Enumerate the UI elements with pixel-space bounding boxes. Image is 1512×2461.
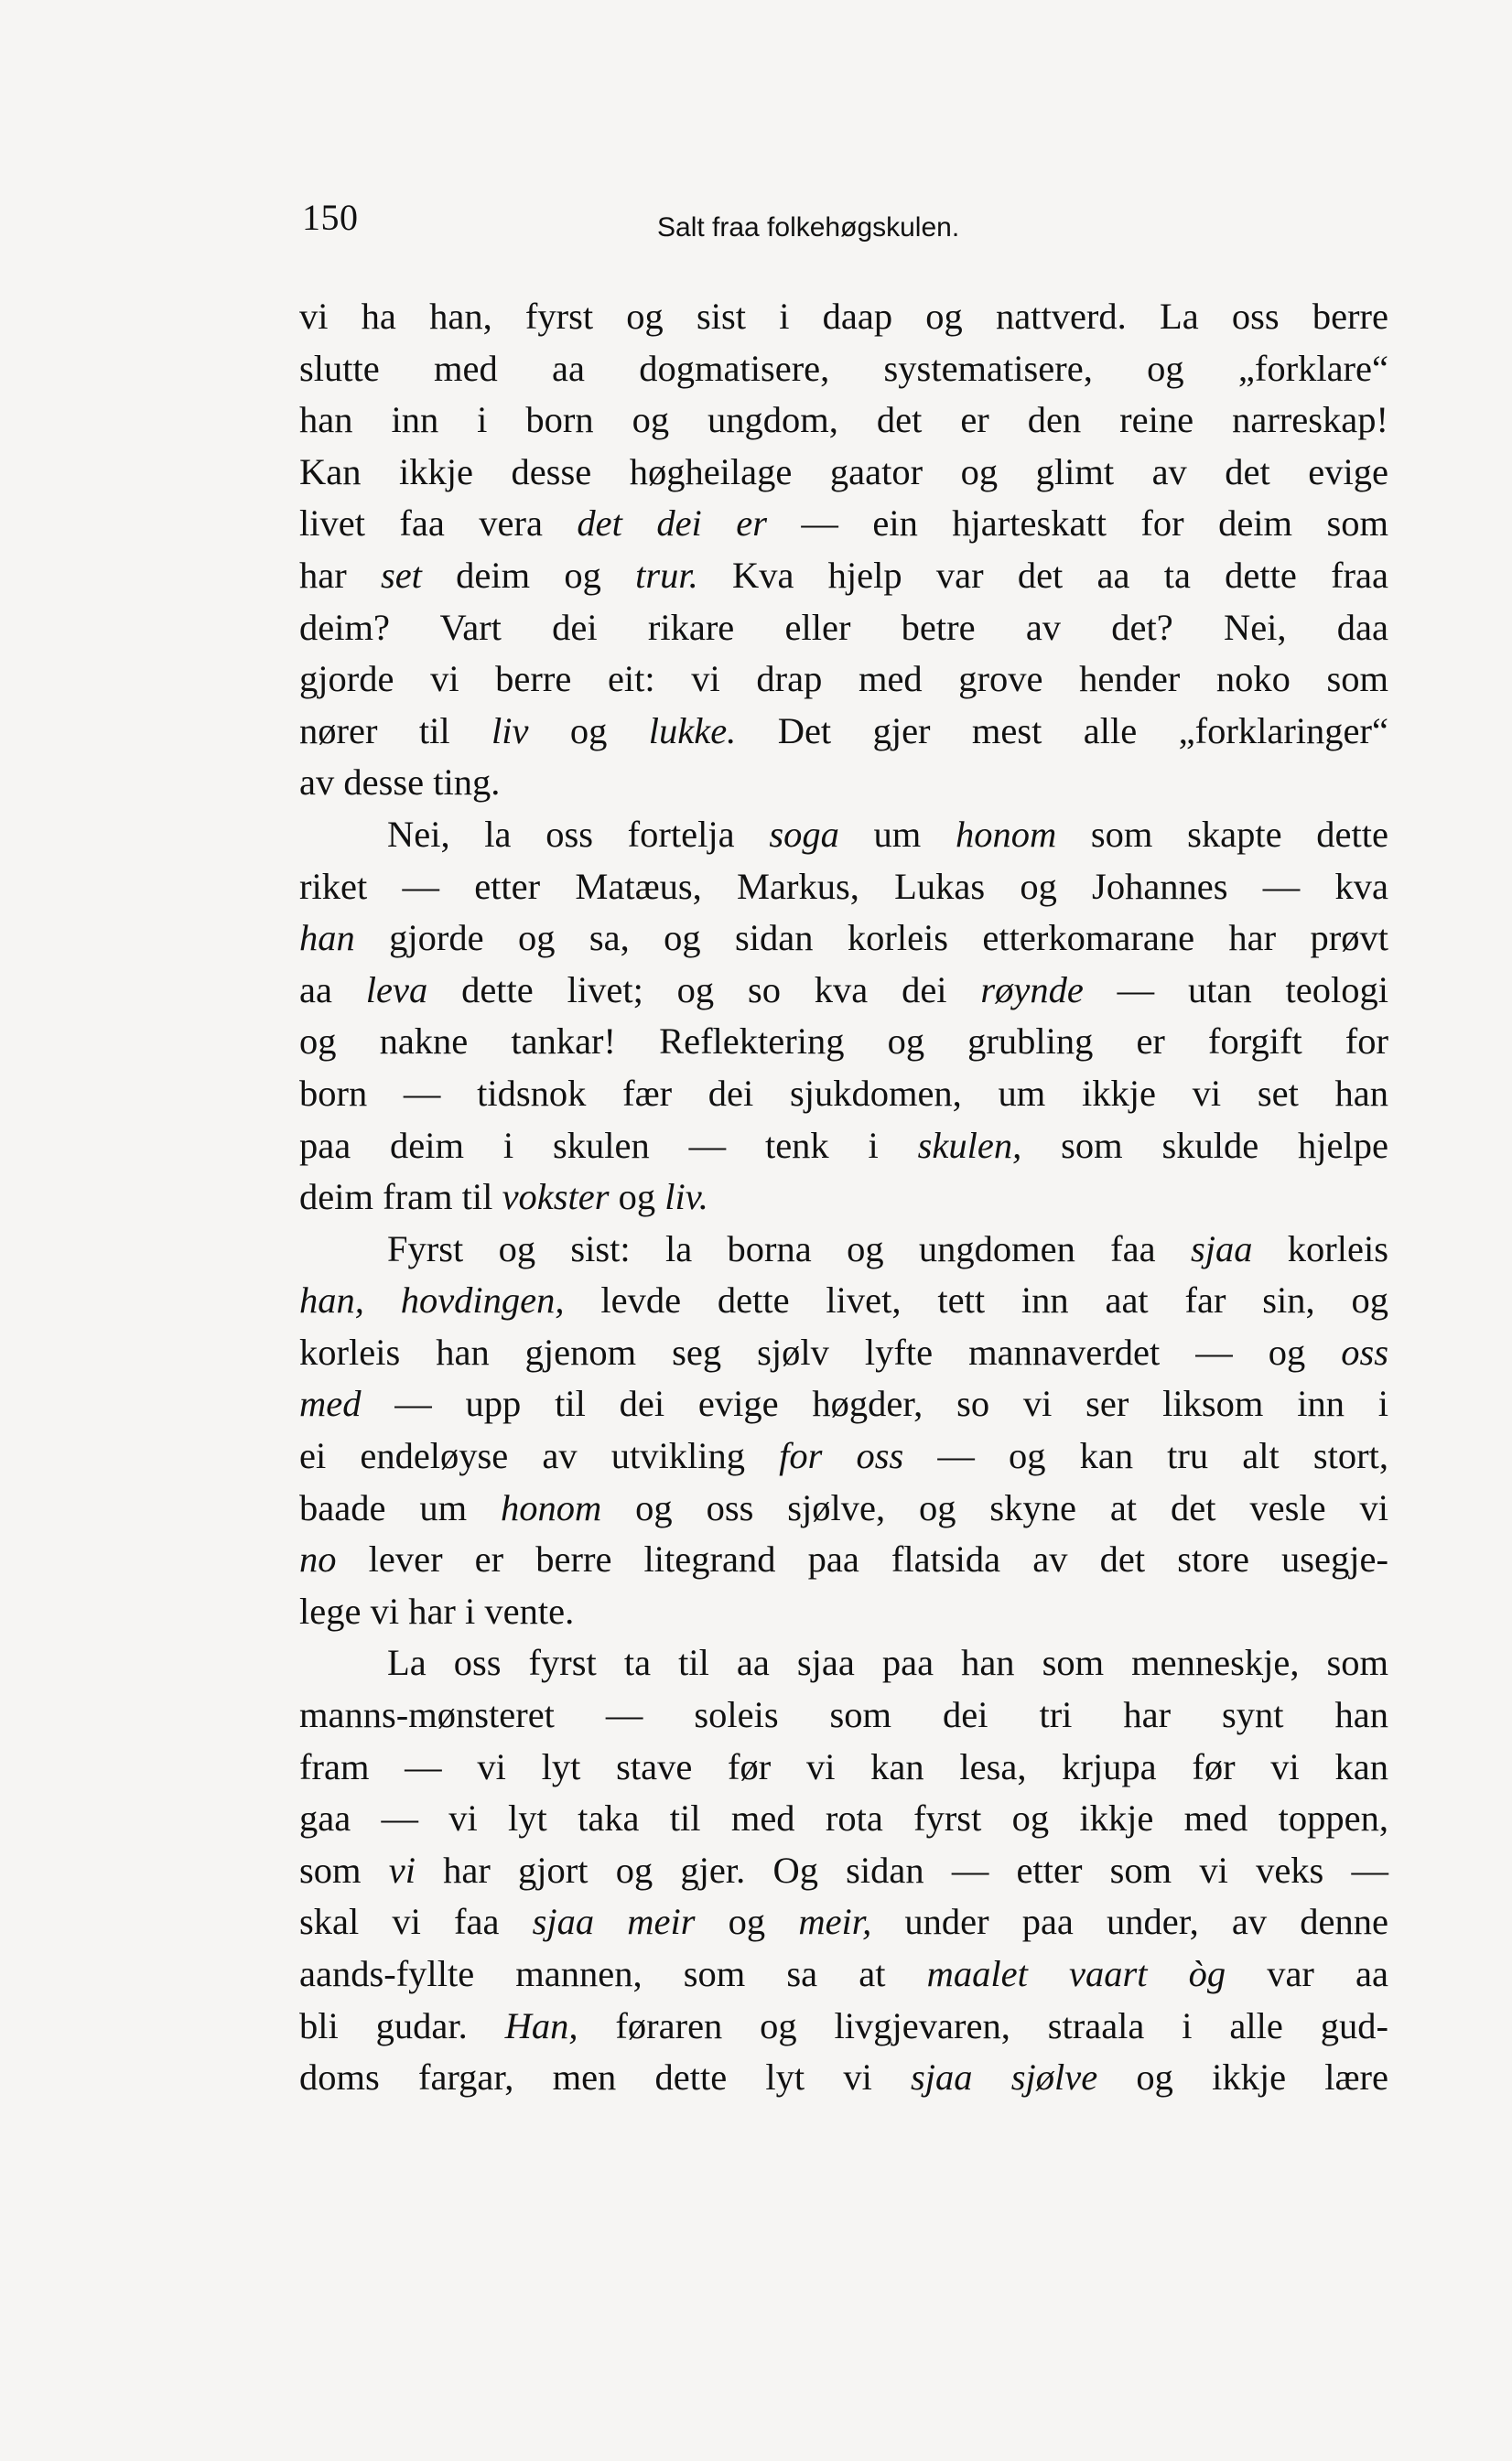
italic-text: liv: [491, 709, 529, 751]
text-segment: gaa — vi lyt taka til med rota fyrst og ikkje med toppen,: [299, 1797, 1388, 1840]
text-line: [299, 2001, 1388, 2053]
italic-text: vi: [388, 1849, 416, 1891]
text-segment: aands-fyllte mannen, som sa at: [299, 1953, 927, 1994]
text-segment: av desse ting.: [299, 761, 501, 804]
text-line: [299, 602, 1388, 654]
text-segment: Kva hjelp var det aa ta dette fraa: [697, 554, 1388, 596]
italic-text: trur.: [635, 554, 698, 596]
text-segment: og: [609, 1176, 665, 1218]
text-line: [299, 965, 1388, 1017]
text-line: [299, 1742, 1388, 1794]
text-segment: — ein hjarteskatt for deim som: [767, 502, 1388, 545]
text-line: [299, 1430, 1388, 1483]
text-segment: levde dette livet, tett inn aat far sin, og: [564, 1279, 1388, 1322]
text-segment: Nei, la oss fortelja: [387, 813, 770, 855]
text-segment: deim? Vart dei rikare eller betre av det? Nei, daa: [299, 606, 1388, 648]
text-segment: som: [299, 1849, 389, 1891]
italic-text: sjaa: [1190, 1227, 1253, 1269]
body-text: [299, 291, 1388, 2104]
text-line: [299, 2052, 1388, 2104]
text-segment: skal vi faa: [299, 1901, 533, 1943]
text-segment: Kan ikkje desse høgheilage gaator og glimt av det evige: [299, 450, 1388, 492]
text-segment: riket — etter Matæus, Markus, Lukas og Johannes — kva: [299, 865, 1388, 907]
text-line: [299, 1586, 1388, 1638]
text-segment: La oss fyrst ta til aa sjaa paa han som menneskje, som: [387, 1642, 1388, 1684]
text-segment: born — tidsnok fær dei sjukdomen, um ikkje vi set han: [299, 1072, 1388, 1114]
text-segment: og oss sjølve, og skyne at det vesle vi: [601, 1486, 1388, 1528]
italic-text: set: [380, 554, 422, 596]
text-segment: og nakne tankar! Reflektering og grubling er forgift for: [299, 1020, 1388, 1063]
text-line: [299, 861, 1388, 913]
italic-text: sjaa meir: [532, 1901, 696, 1943]
text-segment: føraren og livgjevaren, straala i alle gud-: [578, 2004, 1388, 2046]
text-line: [299, 1378, 1388, 1430]
text-segment: gjorde og sa, og sidan korleis etterkomarane har prøvt: [354, 917, 1388, 959]
text-segment: aa: [299, 968, 366, 1010]
text-segment: paa deim i skulen — tenk i: [299, 1124, 918, 1166]
text-segment: og ikkje lære: [1097, 2056, 1388, 2099]
text-segment: — upp til dei evige høgder, so vi ser liksom inn i: [361, 1383, 1388, 1425]
text-segment: gjorde vi berre eit: vi drap med grove hender noko som: [299, 658, 1388, 700]
running-header: Salt fraa folkehøgskulen.: [657, 212, 960, 243]
text-segment: som skulde hjelpe: [1021, 1124, 1389, 1166]
text-segment: som skapte dette: [1056, 813, 1388, 855]
text-segment: manns-mønsteret — soleis som dei tri har synt han: [299, 1694, 1388, 1736]
text-segment: um: [838, 813, 956, 855]
text-segment: baade um: [299, 1486, 501, 1528]
text-segment: ei endeløyse av utvikling: [299, 1435, 780, 1477]
text-line: [299, 1483, 1388, 1535]
text-line: [299, 1896, 1388, 1948]
italic-text: honom: [501, 1486, 602, 1528]
text-segment: har gjort og gjer. Og sidan — etter som vi veks —: [415, 1849, 1389, 1891]
italic-text: soga: [769, 813, 839, 855]
text-line: [299, 1637, 1388, 1689]
text-segment: deim fram til: [299, 1176, 502, 1218]
italic-text: lukke.: [648, 709, 737, 751]
text-line: [299, 343, 1388, 395]
text-segment: og: [528, 709, 649, 751]
page-number: 150: [302, 197, 359, 238]
italic-text: med: [299, 1383, 362, 1425]
italic-text: no: [299, 1538, 337, 1581]
text-line: [299, 550, 1388, 602]
text-segment: vi ha han, fyrst og sist i daap og nattverd. La oss berre: [299, 296, 1388, 337]
italic-text: skulen,: [917, 1124, 1022, 1166]
italic-text: han: [299, 917, 355, 959]
text-line: [299, 1534, 1388, 1586]
text-line: [299, 447, 1388, 499]
text-line: [299, 1224, 1388, 1276]
text-line: [299, 1275, 1388, 1327]
text-segment: — og kan tru alt stort,: [903, 1435, 1389, 1477]
italic-text: maalet vaart òg: [926, 1953, 1226, 1994]
italic-text: sjaa sjølve: [911, 2056, 1098, 2099]
italic-text: røynde: [980, 968, 1084, 1010]
text-segment: — utan teologi: [1083, 968, 1389, 1010]
text-segment: under paa under, av denne: [871, 1901, 1388, 1943]
text-line: [299, 291, 1388, 343]
text-line: [299, 394, 1388, 447]
text-segment: livet faa vera: [299, 502, 578, 545]
text-segment: han inn i born og ungdom, det er den reine narreskap!: [299, 399, 1388, 441]
italic-text: oss: [1341, 1331, 1388, 1373]
text-line: [299, 653, 1388, 706]
text-line: [299, 1845, 1388, 1897]
text-segment: og: [695, 1901, 799, 1943]
text-line: [299, 706, 1388, 758]
italic-text: det dei er: [577, 502, 767, 545]
text-segment: korleis: [1252, 1227, 1388, 1269]
text-segment: dette livet; og so kva dei: [427, 968, 981, 1010]
text-line: [299, 912, 1388, 965]
text-segment: Det gjer mest alle „forklaringer“: [736, 709, 1388, 751]
text-line: [299, 809, 1388, 861]
text-segment: har: [299, 554, 381, 596]
text-line: [299, 498, 1388, 550]
italic-text: meir,: [798, 1901, 872, 1943]
italic-text: leva: [365, 968, 428, 1010]
text-line: [299, 757, 1388, 809]
text-line: [299, 1068, 1388, 1120]
text-line: [299, 1120, 1388, 1172]
text-segment: Fyrst og sist: la borna og ungdomen faa: [387, 1227, 1191, 1269]
italic-text: liv.: [664, 1176, 708, 1218]
text-segment: bli gudar.: [299, 2004, 505, 2046]
text-segment: lever er berre litegrand paa flatsida av det store usegje-: [336, 1538, 1388, 1581]
text-segment: deim og: [421, 554, 636, 596]
text-segment: lege vi har i vente.: [299, 1590, 575, 1632]
italic-text: honom: [955, 813, 1057, 855]
text-line: [299, 1327, 1388, 1379]
text-segment: nører til: [299, 709, 491, 751]
text-line: [299, 1793, 1388, 1845]
text-segment: var aa: [1226, 1953, 1388, 1994]
text-segment: doms fargar, men dette lyt vi: [299, 2056, 912, 2099]
text-line: [299, 1171, 1388, 1224]
text-segment: fram — vi lyt stave før vi kan lesa, krjupa før vi kan: [299, 1745, 1388, 1787]
text-segment: slutte med aa dogmatisere, systematisere, og „forklare“: [299, 347, 1388, 389]
italic-text: for oss: [779, 1435, 904, 1477]
italic-text: vokster: [502, 1176, 610, 1218]
text-segment: korleis han gjenom seg sjølv lyfte mannaverdet — og: [299, 1331, 1342, 1373]
text-line: [299, 1016, 1388, 1068]
italic-text: han, hovdingen,: [299, 1279, 565, 1322]
text-line: [299, 1689, 1388, 1742]
text-line: [299, 1948, 1388, 2001]
italic-text: Han,: [504, 2004, 578, 2046]
